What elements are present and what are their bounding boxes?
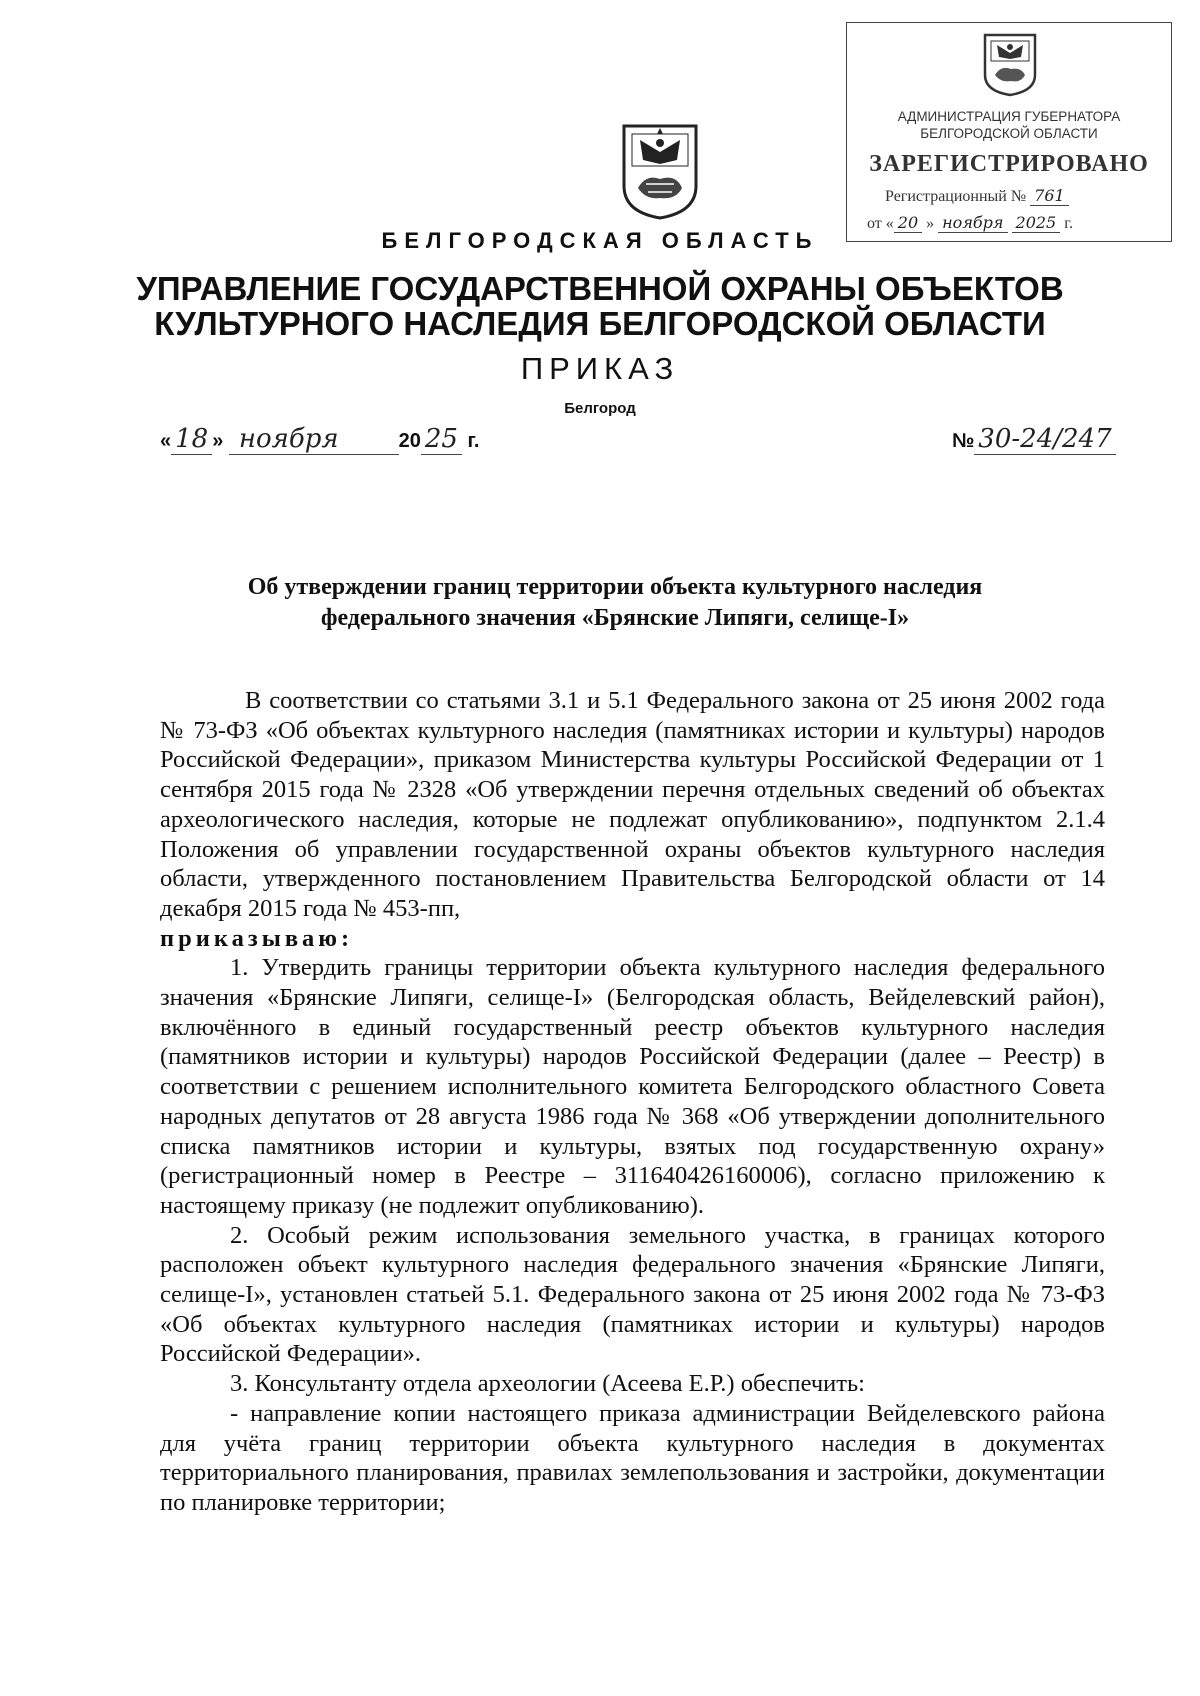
stamp-suffix: г. [1064, 215, 1073, 232]
city-name: Белгород [564, 400, 636, 417]
date-year-prefix: 20 [398, 430, 421, 452]
stamp-status: ЗАРЕГИСТРИРОВАНО [869, 151, 1149, 177]
stamp-reg-number-line [885, 186, 1069, 206]
document-title [160, 572, 1070, 634]
order-date [160, 424, 479, 454]
registration-stamp [846, 22, 1172, 242]
org-name-line2: КУЛЬТУРНОГО НАСЛЕДИЯ БЕЛГОРОДСКОЙ ОБЛАСТИ [154, 305, 1046, 342]
stamp-from-prefix: от « [867, 215, 894, 232]
stamp-year: 2025 [1012, 213, 1061, 233]
stamp-reg-label: Регистрационный № [885, 188, 1027, 205]
item-3-paragraph: 3. Консультанту отдела археологии (Асеева Е.Р.) обеспечить: [230, 1370, 865, 1398]
stamp-day: 20 [894, 213, 922, 233]
number-value: 30-24/247 [974, 424, 1115, 455]
preamble-paragraph: В соответствии со статьями 3.1 и 5.1 Федерального закона от 25 июня 2002 года № 73-ФЗ «Об объектах культурного наследия (памятниках истории и культуры) народов Российской Федерации», приказом Министерства культуры Российской Федерации от 1 сентября 2015 года № 2328 «Об утверждении перечня отдельных сведений об объектах археологического наследия, которые не подлежат опубликованию», подпунктом 2.1.4 Положения об управлении государственной охраны объектов культурного наследия области, утвержденного постановлением Правительства Белгородской области от 14 декабря 2015 года № 453-пп, [160, 687, 1105, 922]
title-line2: федерального значения «Брянские Липяги, селище-I» [320, 605, 910, 631]
date-open-quote: « [160, 430, 172, 452]
document-type: ПРИКАЗ [520, 351, 680, 386]
document-body [160, 686, 1105, 1518]
org-name-line1: УПРАВЛЕНИЕ ГОСУДАРСТВЕННОЙ ОХРАНЫ ОБЪЕКТОВ [136, 270, 1064, 307]
coat-of-arms-icon [620, 122, 700, 220]
date-close-quote: » [212, 430, 224, 452]
stamp-admin-line1: АДМИНИСТРАЦИЯ ГУБЕРНАТОРА [897, 109, 1121, 124]
stamp-admin-line2: БЕЛГОРОДСКОЙ ОБЛАСТИ [920, 126, 1098, 141]
stamp-admin-name [847, 108, 1171, 142]
date-month: ноября [229, 424, 399, 455]
region-name: БЕЛГОРОДСКАЯ ОБЛАСТЬ [381, 228, 819, 253]
date-day: 18 [171, 424, 212, 455]
order-number [952, 424, 1116, 454]
item-3-subitem-1: - направление копии настоящего приказа администрации Вейделевского района для учёта границ территории объекта культурного наследия в документах территориального планирования, правилах землепользования и застройки, документации по планировке территории; [160, 1399, 1105, 1516]
title-line1: Об утверждении границ территории объекта культурного наследия [247, 574, 983, 600]
item-1-paragraph: 1. Утвердить границы территории объекта культурного наследия федерального значения «Брянские Липяги, селище-I» (Белгородская область, Вейделевский район), включённого в единый государственный реестр объектов культурного наследия (памятников истории и культуры) народов Российской Федерации (далее – Реестр) в соответствии с решением исполнительного комитета Белгородского областного Совета народных депутатов от 28 августа 1986 года № 368 «Об утверждении дополнительного списка памятников истории и культуры, взятых под государственную охрану» (регистрационный номер в Реестре – 311640426160006), согласно приложению к настоящему приказу (не подлежит опубликованию). [160, 954, 1105, 1219]
number-label: № [952, 430, 975, 452]
date-year-end: г. [467, 430, 480, 452]
item-2-paragraph: 2. Особый режим использования земельного участка, в границах которого расположен объект культурного наследия федерального значения «Брянские Липяги, селище-I», установлен статьей 5.1. Федерального закона от 25 июня 2002 года № 73-ФЗ «Об объектах культурного наследия (памятниках истории и культуры) народов Российской Федерации». [160, 1221, 1105, 1368]
stamp-reg-number: 761 [1030, 186, 1069, 206]
coat-of-arms-icon [981, 31, 1039, 97]
order-word: приказываю: [160, 924, 354, 952]
stamp-mid: » [926, 215, 935, 232]
stamp-month: ноября [938, 213, 1007, 233]
date-year-suffix: 25 [421, 424, 462, 455]
